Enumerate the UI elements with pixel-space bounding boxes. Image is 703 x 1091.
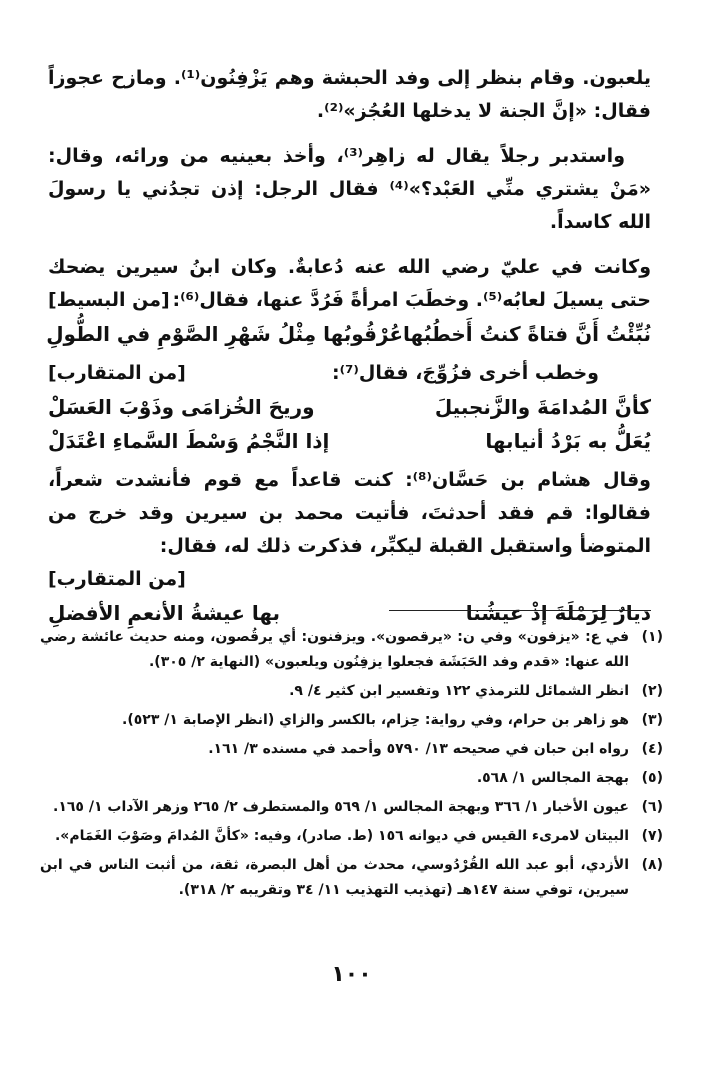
footnotes (40, 625, 663, 907)
footnote (40, 737, 663, 762)
verse-hemistich-second: عُرْقُوبُها مِثْلُ شَهْرِ الصَّوْمِ في الطُّولِ (46, 322, 404, 346)
verse-line (48, 317, 651, 351)
footnote-text: رواه ابن حبان في صحيحه ١٣/ ٥٧٩٠ وأحمد في مسنده ٣/ ١٦١. (208, 741, 629, 757)
verse-hemistich-second: وريحَ الخُزامَى وذَوْبَ العَسَلْ (48, 395, 315, 419)
page-number: ١٠٠ (331, 962, 372, 987)
footnote (40, 679, 663, 704)
paragraph-5-text: وقال هشام بن حَسَّان⁽⁸⁾: كنت قاعداً مع قوم فأنشدت شعراً، فقالوا: قم فقد أحدثتَ، فأتيت محمد بن سيرين وقد خرج من المتوضأ واستقبل القبلة ليكبِّر، فذكرت ذلك له، فقال: (48, 469, 651, 557)
footnote-text: بهجة المجالس ١/ ٥٦٨. (476, 770, 629, 786)
paragraph-2: واستدبر رجلاً يقال له زاهِر⁽³⁾، وأخذ بعينيه من ورائه، وقال: «مَنْ يشتري منِّي العَبْد؟»⁽⁴⁾ فقال الرجل: إذن تجدُني يا رسولَ الله كاسداً. (48, 145, 651, 233)
paragraph-1: يلعبون. وقام بنظر إلى وفد الحبشة وهم يَزْفِنُون⁽¹⁾. ومازح عجوزاً فقال: «إنَّ الجنة لا يدخلها العُجُز»⁽²⁾. (48, 67, 652, 122)
footnote-number: (٢) (641, 683, 663, 699)
verse-hemistich-second: بها عيشةُ الأنعمِ الأفضلِ (48, 601, 281, 625)
footnote-number: (٥) (641, 770, 663, 786)
footnote-number: (١) (641, 629, 663, 645)
meter-label: [من المتقارب] (48, 568, 186, 590)
footnote (40, 766, 663, 791)
footnote (40, 625, 663, 675)
footnote-separator (389, 610, 651, 611)
footnote (40, 853, 663, 903)
footnote-number: (٨) (641, 857, 663, 873)
footnote-text: البيتان لامرىء القيس في ديوانه ١٥٦ (ط. صادر)، وفيه: «كأنَّ المُدامَ وصَوْبَ الغَمَام». (54, 828, 629, 844)
paragraph-4 (48, 357, 651, 390)
verse-line (48, 390, 651, 424)
footnote-number: (٦) (641, 799, 663, 815)
paragraph-4-text: وخطب أخرى فزُوِّجَ، فقال⁽⁷⁾: (331, 362, 599, 384)
verse-hemistich-first: يُعَلُّ به بَرْدُ أنيابها (485, 429, 651, 453)
footnote (40, 708, 663, 733)
footnote-text: عيون الأخبار ١/ ٣٦٦ وبهجة المجالس ١/ ٥٦٩ والمستطرف ٢/ ٢٦٥ وزهر الآداب ١/ ١٦٥. (53, 799, 629, 815)
paragraph-3 (48, 251, 651, 317)
footnote-text: هو زاهر بن حرام، وفي رواية: حِزام، بالكسر والزاي (انظر الإصابة ١/ ٥٢٣). (122, 712, 629, 728)
meter-label: [من المتقارب] (48, 362, 186, 384)
verse-hemistich-first: نُبِّئْتُ أَنَّ فتاةً كنتُ أَخطُبُها (403, 322, 651, 346)
verse-hemistich-first: كأنَّ المُدامَةَ والزَّنجبيلَ (434, 395, 651, 419)
footnote-text: انظر الشمائل للترمذي ١٢٢ وتفسير ابن كثير ٤/ ٩. (289, 683, 629, 699)
verse-hemistich-first: ديارٌ لِرَمْلَةَ إذْ عيشُنا (465, 601, 651, 625)
verse-hemistich-second: إذا النَّجْمُ وَسْطَ السَّماءِ اعْتَدَلْ (48, 429, 330, 453)
footnote-number: (٣) (641, 712, 663, 728)
footnote-text: الأزدي، أبو عبد الله القُرْدُوسي، محدث من أهل البصرة، ثقة، من أثبت الناس في ابن سيرين، توفي سنة ١٤٧هـ (تهذيب التهذيب ١١/ ٣٤ وتقريبه ٢/ ٣١٨). (40, 857, 629, 898)
paragraph-3-text: وكانت في عليّ رضي الله عنه دُعابةٌ. وكان ابنُ سيرين يضحك حتى يسيلَ لعابُه⁽⁵⁾. وخطَبَ امرأةً فَرُدَّ عنها، فقال⁽⁶⁾: (48, 256, 651, 311)
paragraph-5 (48, 464, 651, 596)
verse-line (48, 424, 651, 458)
footnote-number: (٤) (641, 741, 663, 757)
main-text (48, 62, 651, 630)
footnote (40, 795, 663, 820)
meter-label: [من البسيط] (48, 289, 170, 311)
footnote-number: (٧) (641, 828, 663, 844)
footnote (40, 824, 663, 849)
footnote-text: في ع: «يزفون» وفي ن: «يرقصون». ويزفنون: أي يرقُصون، ومنه حديث عائشة رضي الله عنها: «قدم وفد الحَبَشَة فجعلوا يزفِنُون ويلعبون» (النهاية ٢/ ٣٠٥). (40, 629, 629, 670)
